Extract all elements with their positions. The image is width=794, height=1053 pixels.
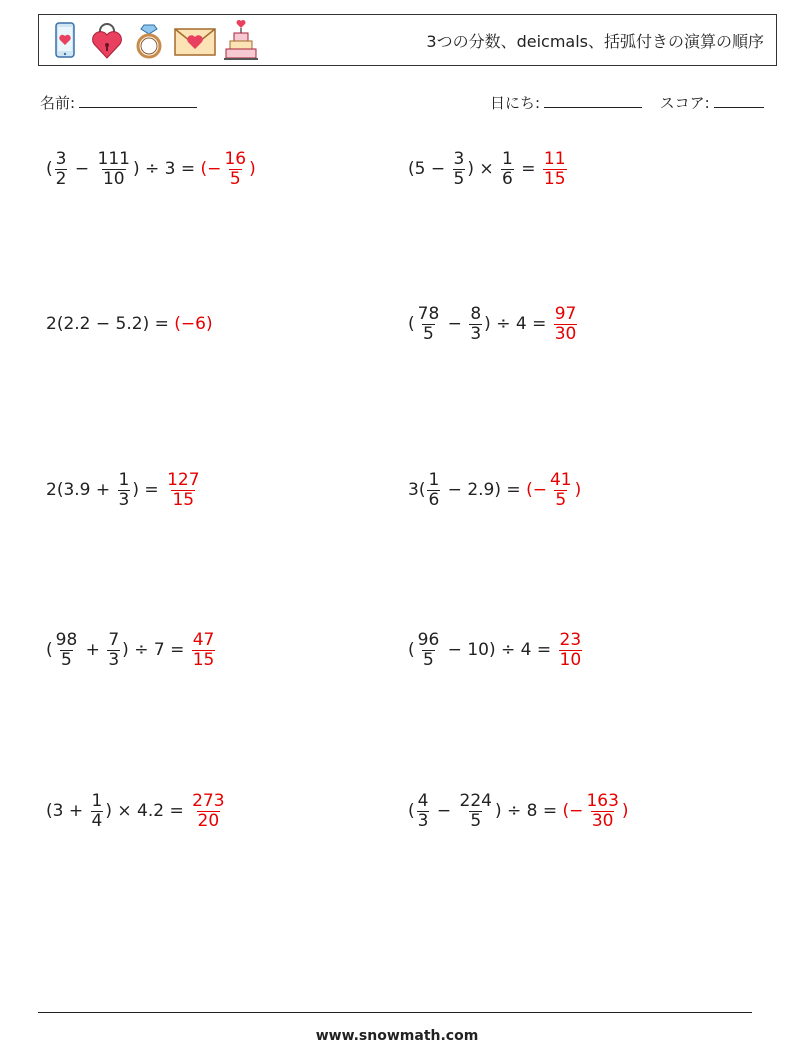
expr-text: ) ÷ 3 = <box>132 159 201 179</box>
numerator: 127 <box>167 469 200 490</box>
heart-lock-icon <box>89 21 125 61</box>
date-blank <box>544 93 642 108</box>
fraction <box>501 150 514 189</box>
denominator: 5 <box>423 649 434 670</box>
expr-text: 2(2.2 − 5.2) = <box>46 314 175 334</box>
denominator: 20 <box>197 810 220 831</box>
problem-4 <box>408 303 579 345</box>
denominator: 6 <box>502 168 513 189</box>
wedding-cake-icon <box>223 19 259 63</box>
numerator: 8 <box>470 303 482 324</box>
expr-text: − 10) ÷ 4 = <box>442 640 557 660</box>
numerator: 163 <box>586 790 619 811</box>
numerator: 96 <box>417 629 440 650</box>
header-icons <box>47 19 259 63</box>
problem-1 <box>46 148 256 190</box>
fraction <box>191 792 225 831</box>
numerator: 98 <box>55 629 78 650</box>
denominator: 6 <box>428 489 440 510</box>
denominator: 5 <box>229 168 241 189</box>
expr-text: ) <box>621 801 629 821</box>
fraction <box>543 150 567 189</box>
denominator: 30 <box>591 810 614 831</box>
problem-answer <box>201 150 256 189</box>
fraction <box>417 631 441 670</box>
numerator: 3 <box>55 148 67 169</box>
denominator: 5 <box>61 649 72 670</box>
problem-2 <box>408 148 569 190</box>
expr-text: ) × <box>467 159 500 179</box>
score-blank <box>714 93 764 108</box>
fraction <box>417 792 430 831</box>
problem-expression <box>408 631 557 670</box>
numerator: 97 <box>554 303 577 324</box>
problem-expression <box>46 314 174 334</box>
problem-6 <box>408 469 581 511</box>
problem-10 <box>408 790 629 832</box>
denominator: 3 <box>470 323 482 344</box>
expr-text: (− <box>562 801 584 821</box>
expr-text: − <box>431 801 457 821</box>
denominator: 30 <box>554 323 577 344</box>
problem-answer <box>190 631 218 670</box>
expr-text: (− <box>200 159 222 179</box>
date-score-fields <box>490 92 764 113</box>
expr-text: ) ÷ 8 = <box>494 801 563 821</box>
numerator: 7 <box>108 629 120 650</box>
fraction <box>192 631 216 670</box>
problem-answer <box>563 792 629 831</box>
numerator: 47 <box>192 629 215 650</box>
problem-expression <box>408 471 526 510</box>
problem-answer <box>541 150 569 189</box>
numerator: 11 <box>543 148 566 169</box>
fraction <box>559 631 583 670</box>
denominator: 10 <box>102 168 125 189</box>
problem-expression <box>46 631 190 670</box>
denominator: 15 <box>543 168 566 189</box>
expr-text: ( <box>46 159 53 179</box>
denominator: 5 <box>555 489 567 510</box>
denominator: 3 <box>417 810 429 831</box>
problem-expression <box>408 305 552 344</box>
problem-answer <box>174 314 212 334</box>
denominator: 5 <box>470 810 482 831</box>
footer-divider <box>38 1012 752 1013</box>
expr-text: ( <box>46 640 53 660</box>
denominator: 10 <box>559 649 582 670</box>
expr-text: (3 + <box>46 801 89 821</box>
fraction <box>55 150 68 189</box>
numerator: 1 <box>91 790 103 811</box>
numerator: 273 <box>192 790 225 811</box>
fraction <box>91 792 104 831</box>
expr-text: (−6) <box>174 314 213 334</box>
numerator: 78 <box>417 303 440 324</box>
score-label: スコア: <box>659 94 710 112</box>
problem-expression <box>46 150 201 189</box>
expr-text: ) ÷ 7 = <box>122 640 190 660</box>
expr-text: ) <box>574 480 582 500</box>
denominator: 3 <box>108 649 120 670</box>
expr-text: ) × 4.2 = <box>105 801 190 821</box>
expr-text: ( <box>408 314 415 334</box>
expr-text: = <box>515 159 541 179</box>
expr-text: (− <box>526 480 547 500</box>
problem-answer <box>552 305 580 344</box>
problem-5 <box>46 469 203 511</box>
denominator: 15 <box>192 649 215 670</box>
problem-7 <box>46 629 217 671</box>
fraction <box>55 631 79 670</box>
fraction <box>166 471 200 510</box>
fraction <box>107 631 120 670</box>
numerator: 1 <box>118 469 130 490</box>
problem-expression <box>408 792 563 831</box>
problem-expression <box>46 471 164 510</box>
fraction <box>417 305 441 344</box>
numerator: 4 <box>417 790 429 811</box>
denominator: 5 <box>453 168 465 189</box>
fraction <box>549 471 573 510</box>
problem-answer <box>189 792 227 831</box>
fraction <box>469 305 482 344</box>
fraction <box>585 792 619 831</box>
phone-heart-icon <box>47 21 83 61</box>
worksheet-title: 3つの分数、deicmals、括弧付きの演算の順序 <box>426 32 764 51</box>
expr-text: ) <box>249 159 256 179</box>
fraction <box>427 471 440 510</box>
problem-answer <box>164 471 202 510</box>
worksheet-header <box>38 14 777 66</box>
problem-answer <box>526 471 581 510</box>
denominator: 4 <box>91 810 103 831</box>
name-label: 名前: <box>40 94 76 112</box>
denominator: 5 <box>423 323 434 344</box>
expr-text: − <box>69 159 95 179</box>
numerator: 41 <box>549 469 572 490</box>
numerator: 1 <box>428 469 440 490</box>
fraction <box>223 150 247 189</box>
expr-text: 2(3.9 + <box>46 480 116 500</box>
problem-9 <box>46 790 228 832</box>
ring-icon <box>131 21 167 61</box>
numerator: 16 <box>224 148 247 169</box>
numerator: 3 <box>453 148 465 169</box>
fraction <box>554 305 578 344</box>
numerator: 111 <box>97 148 130 169</box>
problem-expression <box>408 150 541 189</box>
expr-text: 3( <box>408 480 426 500</box>
expr-text: (5 − <box>408 159 451 179</box>
name-field <box>40 92 197 113</box>
expr-text: − <box>442 314 468 334</box>
expr-text: + <box>80 640 106 660</box>
love-letter-icon <box>173 21 217 61</box>
denominator: 15 <box>172 489 195 510</box>
date-label: 日にち: <box>490 94 541 112</box>
problem-answer <box>557 631 585 670</box>
fraction <box>453 150 466 189</box>
expr-text: ( <box>408 801 415 821</box>
denominator: 3 <box>118 489 130 510</box>
problem-expression <box>46 792 189 831</box>
numerator: 1 <box>502 148 513 169</box>
expr-text: ) = <box>132 480 165 500</box>
denominator: 2 <box>55 168 67 189</box>
expr-text: ( <box>408 640 415 660</box>
expr-text: − 2.9) = <box>442 480 527 500</box>
numerator: 224 <box>459 790 492 811</box>
problem-8 <box>408 629 584 671</box>
footer-url: www.snowmath.com <box>315 1028 479 1044</box>
name-blank <box>79 93 197 108</box>
fraction <box>97 150 131 189</box>
numerator: 23 <box>559 629 582 650</box>
expr-text: ) ÷ 4 = <box>484 314 552 334</box>
problem-3 <box>46 303 213 345</box>
fraction <box>118 471 131 510</box>
fraction <box>459 792 493 831</box>
